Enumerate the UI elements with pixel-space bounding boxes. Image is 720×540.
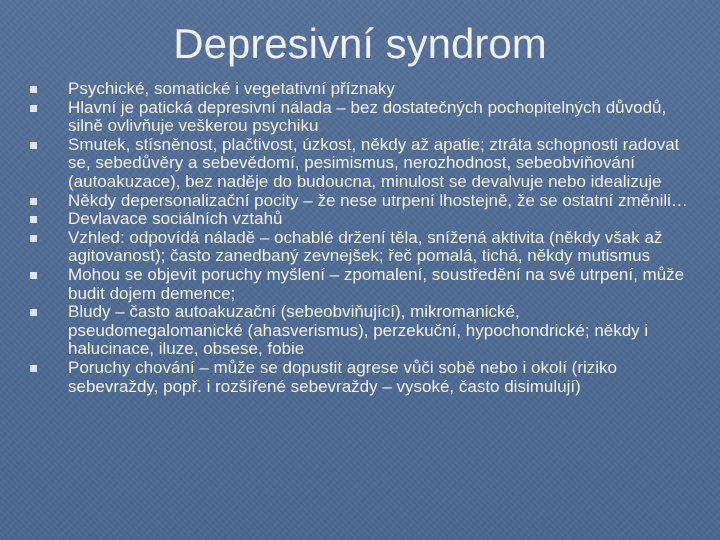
square-bullet-icon [30,86,37,93]
list-item [30,303,690,359]
slide-title: Depresivní syndrom [173,20,547,67]
bullet-text: Bludy – často autoakuzační (sebeobviňující), mikromanické, pseudomegalomanické (ahasverismus), perzekuční, hypochondrické; někdy i halucinace, iluze, obsese, fobie [68,302,649,359]
list-item [30,210,690,229]
bullet-text: Hlavní je patická depresivní nálada – bez dostatečných pochopitelných důvodů, silně ovlivňuje veškerou psychiku [68,97,667,136]
list-item [30,359,690,396]
list-item [30,266,690,303]
list-item [30,192,690,211]
square-bullet-icon [30,198,37,205]
bullet-text: Smutek, stísněnost, plačtivost, úzkost, někdy až apatie; ztráta schopnosti radovat se, sebedůvěry a sebevědomí, pesimismus, nerozhodnost, sebeobviňování (autoakuzace), bez naděje do budoucna, minulost se devalvuje nebo idealizuje [68,134,680,191]
list-item [30,80,690,99]
square-bullet-icon [30,105,37,112]
bullet-text: Psychické, somatické i vegetativní příznaky [68,79,395,98]
square-bullet-icon [30,365,37,372]
square-bullet-icon [30,235,37,242]
bullet-text: Poruchy chování – může se dopustit agrese vůči sobě nebo i okolí (riziko sebevraždy, popř. i rozšířené sebevraždy – vysoké, často disimulují) [68,357,618,396]
bullet-list [30,80,690,396]
square-bullet-icon [30,272,37,279]
list-item [30,99,690,136]
list-item [30,229,690,266]
bullet-text: Vzhled: odpovídá náladě – ochablé držení těla, snížená aktivita (někdy však až agitovanost); často zanedbaný zevnejšek; řeč pomalá, tichá, někdy mutismus [68,227,663,266]
square-bullet-icon [30,216,37,223]
bullet-text: Devlavace sociálních vztahů [68,209,283,229]
bullet-text: Mohou se objevit poruchy myšlení – zpomalení, soustředění na své utrpení, může budit dojem demence; [68,264,685,303]
square-bullet-icon [30,142,37,149]
list-item [30,136,690,192]
bullet-text: Někdy depersonalizační pocity – že nese utrpení lhostejně, že se ostatní změnili… [68,190,688,210]
square-bullet-icon [30,309,37,316]
